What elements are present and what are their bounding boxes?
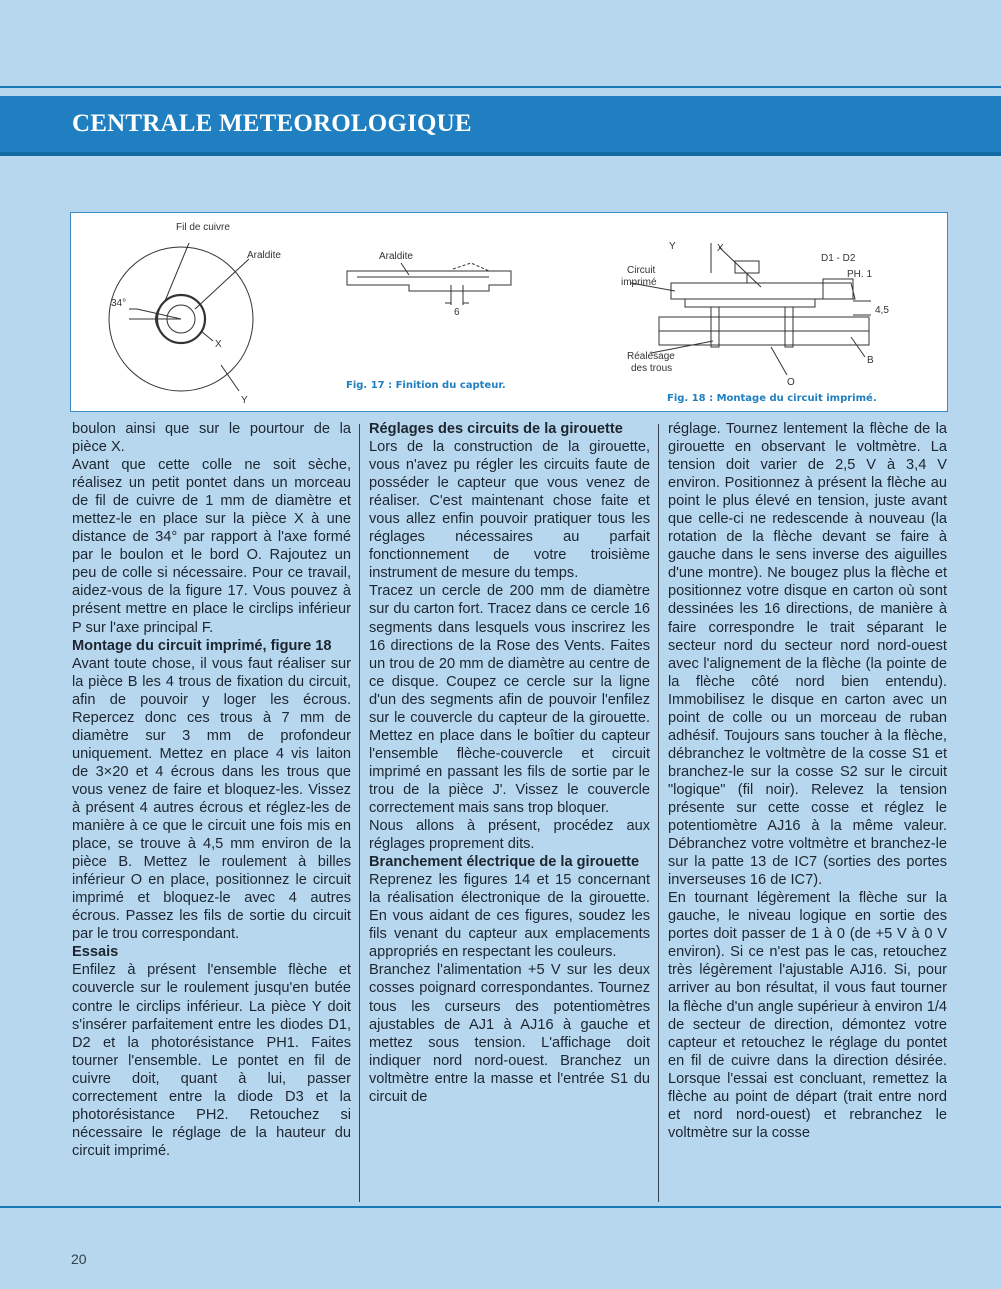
label-araldite-2: Araldite <box>379 251 413 262</box>
label-b: B <box>867 355 874 366</box>
label-ph1: PH. 1 <box>847 269 873 280</box>
label-circuit-l2: imprimé <box>621 277 657 288</box>
label-realesage-l2: des trous <box>631 363 673 374</box>
section-heading: Réglages des circuits de la girouette <box>369 421 623 437</box>
text-column-1 <box>72 420 351 1160</box>
label-araldite-1: Araldite <box>247 250 281 261</box>
paragraph: Avant que cette colle ne soit sèche, réalisez un petit pontet dans un morceau de fil de cuivre de 1 mm de diamètre et mettez-le en place sur la pièce X à une distance de 34° par rapport à l'axe formé par le boulon et le bord O. Rajoutez un peu de colle si nécessaire. Pour ce travail, aidez-vous de la figure 17. Vous pouvez à présent mettre en place le circlips inférieur P sur l'axe principal F. <box>72 457 351 636</box>
sensor-disc-drawing <box>109 243 253 391</box>
bottom-rule <box>0 1206 1001 1208</box>
label-o: O <box>787 377 795 388</box>
figure-panel <box>70 212 948 412</box>
section-banner <box>0 96 1001 156</box>
fig17-drawing <box>347 263 511 305</box>
label-circuit-l1: Circuit <box>627 265 656 276</box>
paragraph: Reprenez les figures 14 et 15 concernant la réalisation électronique de la girouette. En vous aidant de ces figures, soudez les fils venant du capteur aux emplacements appropriés en respectant les couleurs. <box>369 872 650 961</box>
label-y-1: Y <box>241 395 248 406</box>
paragraph: Avant toute chose, il vous faut réaliser sur la pièce B les 4 trous de fixation du circuit, afin de pouvoir y loger les écrous. Repercez donc ces trous à 7 mm de diamètre sur 3 mm de profondeur uniquement. Mettez en place 4 vis laiton de 3×20 et 4 écrous dans les trous que vous venez de faire et bloquez-les. Vissez à présent 4 autres écrous et réglez-les de manière à ce que le circuit une fois mis en place, se trouve à 4,5 mm environ de la pièce B. Mettez le roulement à billes inférieur O en place, positionnez le circuit imprimé et bloquez-le avec 4 autres écrous. Passez les fils de sortie du circuit par le trou correspondant. <box>72 655 351 943</box>
label-x-1: X <box>215 339 222 350</box>
paragraph: boulon ainsi que sur le pourtour de la pièce X. <box>72 421 351 456</box>
paragraph: Tracez un cercle de 200 mm de diamètre sur du carton fort. Tracez dans ce cercle 16 segments dans lesquels vous inscrirez les 16 directions de la Rose des Vents. Faites un trou de 20 mm de diamètre au centre de ce disque. Coupez ce cercle sur la ligne d'un des segments afin de pouvoir l'enfilez sur le couvercle du capteur de la girouette. Mettez en place dans le boîtier du capteur l'ensemble flèche-couvercle et circuit imprimé en passant les fils de sortie par le trou de la pièce J'. Vissez le couvercle correctement mais sans trop bloquer. <box>369 583 650 816</box>
label-realesage-l1: Réalésage <box>627 351 675 362</box>
paragraph: réglage. Tournez lentement la flèche de la girouette en observant le voltmètre. La tension doit varier de 2,5 V à 3,4 V environ. Positionnez à présent la flèche au point le plus élevé en tension, juste avant que celle-ci ne redescende à nouveau (la rotation de la flèche devant se faire à gauche dans le sens inverse des aiguilles d'une montre). Ne bougez plus la flèche et positionnez votre disque en carton où sont dessinées les 16 directions, de manière à faire correspondre le trait séparant le secteur nord du secteur nord nord-ouest avec l'alignement de la flèche (la pointe de la flèche côté nord bien entendu). Immobilisez le disque en carton avec un point de colle ou un morceau de ruban adhésif. Toujours sans toucher à la flèche, débranchez le voltmètre de la cosse S1 et branchez-le sur la cosse S2 sur le circuit "logique" (fil noir). Relevez la tension présente sur cette cosse et réglez le potentiomètre AJ16 à la même valeur. Débranchez votre voltmètre et branchez-le sur la patte 13 de IC7 (sorties des portes inverseuses 16 de IC7). <box>668 421 947 889</box>
label-x-2: X <box>717 243 724 254</box>
technical-drawings <box>71 213 949 413</box>
section-heading: Branchement électrique de la girouette <box>369 854 640 871</box>
section-heading: Montage du circuit imprimé, figure 18 <box>72 637 332 654</box>
column-divider-2 <box>658 424 659 1202</box>
section-heading: Essais <box>72 944 119 961</box>
paragraph: Branchez l'alimentation +5 V sur les deux cosses poignard correspondantes. Tournez tous les curseurs des potentiomètres ajustables de AJ1 à AJ16 à gauche et mettez sous tension. L'affichage doit indiquer nord nord-ouest. Branchez un voltmètre entre la masse et l'entrée S1 du circuit de <box>369 962 650 1105</box>
text-column-2 <box>369 420 650 1106</box>
label-y-2: Y <box>669 241 676 252</box>
text-column-3 <box>668 420 947 1142</box>
label-angle: 34° <box>111 298 127 309</box>
paragraph: Enfilez à présent l'ensemble flèche et couvercle sur le roulement jusqu'en butée contre le circlips inférieur. La pièce Y doit s'insérer parfaitement entre les diodes D1, D2 et la photorésistance PH1. Faites tourner l'ensemble. Le pontet en fil de cuivre doit, quant à lui, passer correctement entre la diode D3 et la photorésistance PH2. Retouchez si nécessaire le réglage de la hauteur du circuit imprimé. <box>72 962 351 1159</box>
paragraph: Nous allons à présent, procédez aux réglages proprement dits. <box>369 818 650 853</box>
label-dim-6: 6 <box>454 307 460 318</box>
fig17-caption: Fig. 17 : Finition du capteur. <box>346 380 506 391</box>
fig18-caption: Fig. 18 : Montage du circuit imprimé. <box>667 393 877 404</box>
paragraph: En tournant légèrement la flèche sur la gauche, le niveau logique en sortie des portes doit passer de 1 à 0 (de +5 V à 0 V environ). Si ce n'est pas le cas, retouchez très légèrement l'ajustable AJ16. Si, pour arriver au bon résultat, il vous faut tourner la flèche d'un angle supérieur à environ 1/4 de secteur de direction, démontez votre capteur et retouchez le réglage du pontet en fil de cuivre dans la direction désirée. Lorsque l'essai est concluant, remettez la flèche au point de départ (trait entre nord et nord nord-ouest) et rebranchez le voltmètre sur la cosse <box>668 890 947 1141</box>
column-divider-1 <box>359 424 360 1202</box>
top-rule <box>0 86 1001 88</box>
label-dim-45: 4,5 <box>875 305 889 316</box>
section-title: CENTRALE METEOROLOGIQUE <box>72 110 472 137</box>
label-fil-de-cuivre: Fil de cuivre <box>176 222 230 233</box>
label-d1-d2: D1 - D2 <box>821 253 856 264</box>
paragraph: Lors de la construction de la girouette, vous n'avez pu régler les circuits faute de posséder le capteur que vous venez de réaliser. C'est maintenant chose faite et vous allez enfin pouvoir pratiquer tous les réglages nécessaires au parfait fonctionnement de votre troisième instrument de mesure du temps. <box>369 439 650 582</box>
page-number: 20 <box>71 1251 87 1267</box>
